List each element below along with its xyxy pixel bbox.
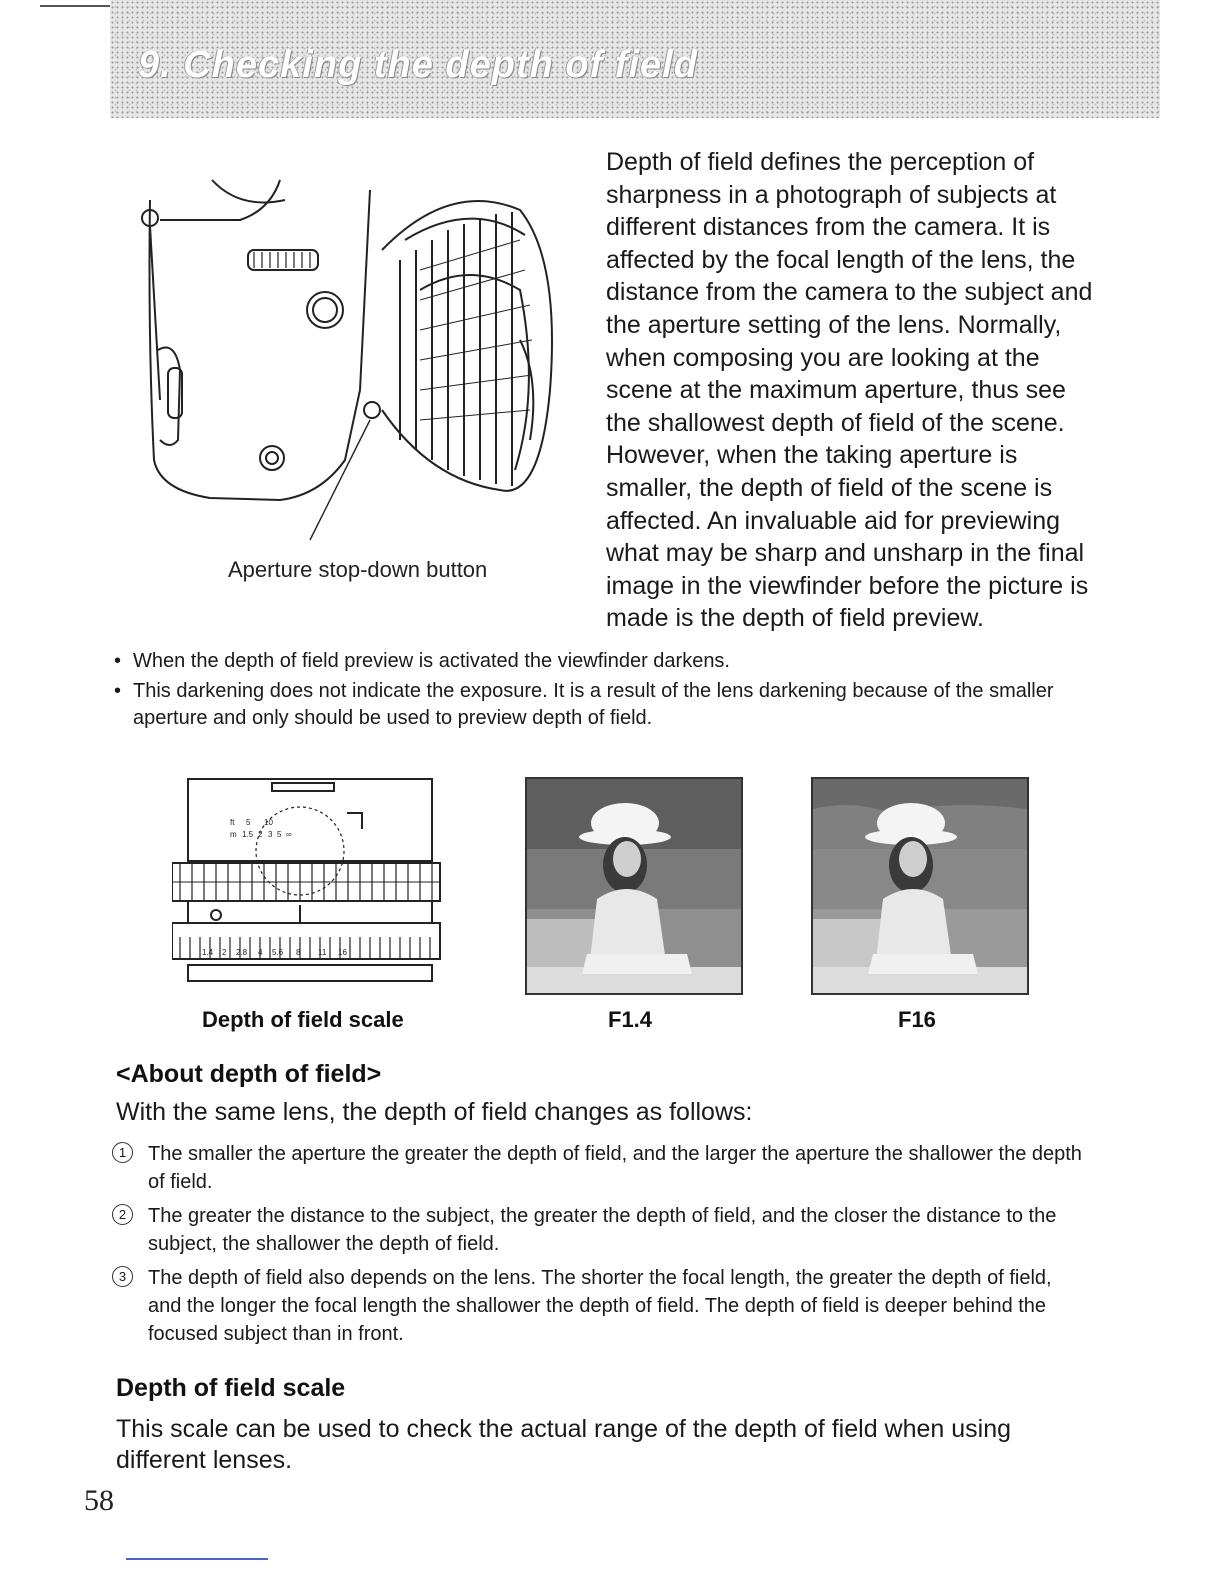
footer-rule (126, 1558, 268, 1560)
scale-ft-5: 5 (246, 818, 251, 827)
scale-text: This scale can be used to check the actual range of the depth of field when using different lenses. (116, 1415, 1012, 1474)
rule-text: The smaller the aperture the greater the depth of field, and the larger the aperture the shallower the depth of field. (148, 1143, 1082, 1193)
scale-m-infinity: ∞ (286, 830, 292, 839)
f16-caption: F16 (898, 1007, 936, 1032)
scale-m-1-5: 1.5 (242, 830, 254, 839)
about-lead: With the same lens, the depth of field changes as follows: (116, 1098, 753, 1126)
bullet-icon: • (114, 680, 122, 702)
scale-m-label: m (230, 830, 237, 839)
rule-text: The depth of field also depends on the lens. The shorter the focal length, the greater the depth of field, and the longer the focal length the shallower the depth of field. The depth of field is deeper behind the focused subject than in front. (148, 1267, 1052, 1345)
page-number: 58 (84, 1484, 114, 1517)
number-marker: 3 (112, 1266, 133, 1287)
f1-4-caption: F1.4 (608, 1007, 653, 1032)
aperture-5-6: 5.6 (272, 948, 284, 957)
bullet-text: This darkening does not indicate the exposure. It is a result of the lens darkening because of the smaller aperture and only should be used to preview depth of field. (133, 680, 1054, 729)
aperture-8: 8 (296, 948, 301, 957)
list-item (112, 678, 1112, 732)
aperture-2: 2 (222, 948, 227, 957)
aperture-16: 16 (338, 948, 347, 957)
chapter-title: 9. Checking the depth of field (138, 44, 698, 86)
stop-down-button-callout: Aperture stop-down button (228, 557, 488, 582)
scale-m-5: 5 (277, 830, 282, 839)
number-marker: 2 (112, 1204, 133, 1225)
portrait-photo-deep (813, 779, 1027, 993)
depth-of-field-scale-caption: Depth of field scale (202, 1007, 404, 1032)
scale-m-2: 2 (258, 830, 263, 839)
rule-text: The greater the distance to the subject, the greater the depth of field, and the closer the distance to the subject, the shallower the depth of field. (148, 1205, 1057, 1255)
portrait-photo-shallow (527, 779, 741, 993)
list-item (112, 1264, 1082, 1348)
intro-paragraph: Depth of field defines the perception of sharpness in a photograph of subjects at different distances from the camera. It is affected by the focal length of the lens, the distance from the camera to the subject and the aperture setting of the lens. Normally, when composing you are looking at the scene at the maximum aperture, thus see the shallowest depth of field of the scene. However, when the taking aperture is smaller, the depth of field of the scene is affected. An invaluable aid for previewing what may be sharp and unsharp in the final image in the viewfinder before the picture is made is the depth of field preview. (606, 148, 1093, 633)
aperture-2-8: 2.8 (236, 948, 248, 957)
bullet-text: When the depth of field preview is activated the viewfinder darkens. (133, 650, 730, 672)
scale-heading: Depth of field scale (116, 1374, 346, 1402)
aperture-4: 4 (258, 948, 263, 957)
aperture-1-4: 1.4 (202, 948, 214, 957)
preview-notes (112, 648, 1112, 735)
list-item (112, 1202, 1082, 1258)
bullet-icon: • (114, 650, 122, 672)
about-heading: <About depth of field> (116, 1060, 382, 1088)
photo-f16 (811, 777, 1029, 995)
number-marker: 1 (112, 1142, 133, 1163)
scale-ft-10: 10 (264, 818, 273, 827)
scale-m-3: 3 (268, 830, 273, 839)
figure-row (110, 755, 1100, 1045)
scale-ft-label: ft (230, 818, 235, 827)
list-item (112, 648, 1112, 675)
list-item (112, 1140, 1082, 1196)
photo-f1-4 (525, 777, 743, 995)
lens-scale-illustration (172, 773, 450, 995)
aperture-11: 11 (318, 948, 327, 957)
depth-of-field-rules (112, 1140, 1082, 1354)
